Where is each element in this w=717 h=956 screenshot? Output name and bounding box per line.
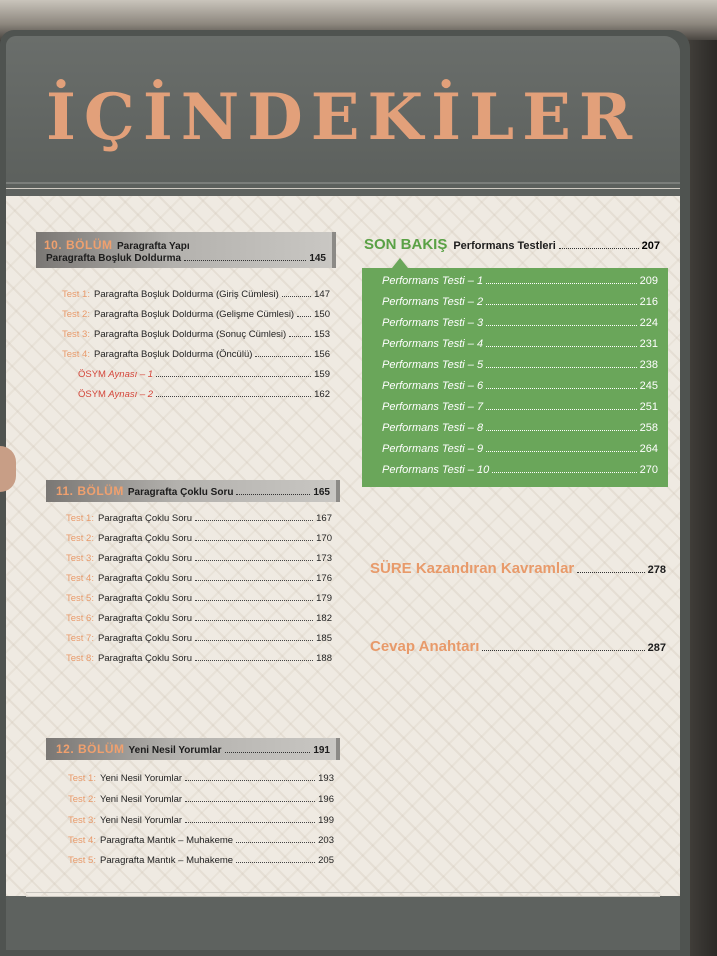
section-10-title-line1: Paragrafta Yapı — [116, 241, 190, 252]
perf-test-row — [382, 380, 658, 392]
entry-page: 170 — [316, 533, 332, 544]
toc-entry — [66, 653, 332, 664]
header-rule-thin — [6, 188, 680, 189]
sure-entry — [370, 560, 666, 577]
entry-text: Paragrafta Çoklu Soru — [98, 633, 192, 644]
cevap-page: 287 — [647, 642, 666, 654]
dot-leader — [486, 444, 637, 452]
entry-page: 205 — [318, 855, 334, 866]
perf-test-row — [382, 338, 658, 350]
perf-test-row — [382, 464, 658, 476]
pointer-triangle — [392, 258, 408, 268]
dot-leader — [185, 774, 315, 781]
toc-entry-osym — [78, 389, 330, 400]
dot-leader — [195, 634, 313, 641]
perf-test-name: Performans Testi – 8 — [382, 422, 484, 434]
entry-text — [78, 369, 153, 380]
section-10-page: 145 — [309, 253, 326, 264]
entry-label: Test 1: — [66, 513, 94, 524]
entry-label: Test 2: — [66, 533, 94, 544]
dot-leader — [492, 465, 636, 473]
dot-leader — [195, 654, 313, 661]
dot-leader — [577, 564, 644, 573]
dot-leader — [297, 310, 311, 317]
dot-leader — [236, 487, 310, 495]
entry-label: Test 3: — [66, 553, 94, 564]
osym-prefix: ÖSYM — [78, 389, 106, 400]
section-10-label: 10. BÖLÜM — [44, 238, 113, 252]
footer-band — [6, 896, 680, 950]
osym-prefix: ÖSYM — [78, 369, 106, 380]
toc-entry — [66, 573, 332, 584]
entry-label: Test 1: — [68, 773, 96, 784]
entry-label: Test 8: — [66, 653, 94, 664]
perf-test-name: Performans Testi – 6 — [382, 380, 484, 392]
toc-entry — [66, 533, 332, 544]
section-11-label: 11. BÖLÜM — [56, 484, 124, 498]
osym-title: Aynası – 1 — [108, 369, 154, 380]
dot-leader — [255, 350, 311, 357]
perf-test-name: Performans Testi – 2 — [382, 296, 484, 308]
entry-label: Test 7: — [66, 633, 94, 644]
perf-test-page: 270 — [639, 464, 658, 476]
section-12-title-row — [56, 742, 330, 756]
perf-test-name: Performans Testi – 9 — [382, 443, 484, 455]
dot-leader — [486, 381, 637, 389]
entry-page: 147 — [314, 289, 330, 300]
entry-text — [78, 389, 153, 400]
dot-leader — [486, 360, 637, 368]
perf-test-page: 238 — [639, 359, 658, 371]
entry-page: 173 — [316, 553, 332, 564]
toc-entry — [68, 815, 334, 826]
toc-entry — [66, 613, 332, 624]
son-bakis-page: 207 — [641, 240, 660, 252]
dot-leader — [185, 816, 315, 823]
entry-page: 179 — [316, 593, 332, 604]
perf-test-row — [382, 443, 658, 455]
dot-leader — [486, 276, 637, 284]
dot-leader — [486, 297, 637, 305]
perf-test-name: Performans Testi – 10 — [382, 464, 490, 476]
entry-text: Paragrafta Boşluk Doldurma (Gelişme Cümlesi) — [94, 309, 295, 320]
son-bakis-title: SON BAKIŞ — [364, 236, 448, 253]
dot-leader — [184, 253, 306, 261]
entry-label: Test 4: — [66, 573, 94, 584]
entry-text: Paragrafta Çoklu Soru — [98, 653, 192, 664]
toc-entry — [68, 835, 334, 846]
entry-page: 167 — [316, 513, 332, 524]
section-11-header — [46, 480, 340, 502]
footer-rule — [26, 892, 660, 893]
dot-leader — [559, 241, 639, 249]
entry-text: Paragrafta Çoklu Soru — [98, 613, 192, 624]
entry-page: 156 — [314, 349, 330, 360]
entry-label: Test 2: — [68, 794, 96, 805]
perf-test-row — [382, 401, 658, 413]
perf-test-page: 245 — [639, 380, 658, 392]
dot-leader — [195, 614, 313, 621]
entry-text: Paragrafta Mantık – Muhakeme — [100, 835, 234, 846]
perf-test-name: Performans Testi – 1 — [382, 275, 484, 287]
dot-leader — [185, 795, 315, 802]
perf-test-row — [382, 275, 658, 287]
toc-entry — [68, 794, 334, 805]
section-12-title: Yeni Nesil Yorumlar — [128, 745, 222, 756]
son-bakis-heading — [364, 236, 660, 253]
dot-leader — [195, 514, 313, 521]
perf-test-page: 264 — [639, 443, 658, 455]
entry-label: Test 3: — [62, 329, 90, 340]
perf-test-page: 216 — [639, 296, 658, 308]
dot-leader — [486, 423, 637, 431]
dot-leader — [482, 642, 644, 651]
entry-page: 153 — [314, 329, 330, 340]
toc-entry-osym — [78, 369, 330, 380]
toc-entry — [66, 593, 332, 604]
section-10-subtitle-row — [46, 253, 326, 264]
toc-entry — [66, 553, 332, 564]
entry-page: 203 — [318, 835, 334, 846]
perf-test-name: Performans Testi – 5 — [382, 359, 484, 371]
entry-text: Paragrafta Çoklu Soru — [98, 513, 192, 524]
toc-entry — [66, 513, 332, 524]
sure-page: 278 — [647, 564, 666, 576]
toc-entry — [62, 329, 330, 340]
sure-title: SÜRE Kazandıran Kavramlar — [370, 560, 575, 577]
dot-leader — [236, 856, 315, 863]
dot-leader — [486, 402, 637, 410]
dot-leader — [195, 554, 313, 561]
entry-text: Paragrafta Boşluk Doldurma (Giriş Cümlesi) — [94, 289, 279, 300]
section-11-page: 165 — [313, 487, 330, 498]
section-12-label: 12. BÖLÜM — [56, 742, 125, 756]
cevap-entry — [370, 638, 666, 655]
perf-test-row — [382, 359, 658, 371]
entry-text: Paragrafta Çoklu Soru — [98, 573, 192, 584]
toc-entry — [62, 289, 330, 300]
section-10-header — [36, 232, 336, 268]
dot-leader — [225, 745, 311, 753]
page-title: İÇİNDEKİLER — [45, 80, 641, 155]
perf-test-name: Performans Testi – 4 — [382, 338, 484, 350]
entry-page: 182 — [316, 613, 332, 624]
osym-title: Aynası – 2 — [108, 389, 154, 400]
entry-text: Paragrafta Boşluk Doldurma (Sonuç Cümlesi) — [94, 329, 287, 340]
toc-entry — [66, 633, 332, 644]
dot-leader — [236, 836, 315, 843]
perf-test-name: Performans Testi – 3 — [382, 317, 484, 329]
entry-label: Test 5: — [66, 593, 94, 604]
footer-rule — [26, 896, 660, 897]
section-11-title: Paragrafta Çoklu Soru — [127, 487, 234, 498]
toc-entry — [68, 855, 334, 866]
cevap-title: Cevap Anahtarı — [370, 638, 480, 655]
entry-label: Test 3: — [68, 815, 96, 826]
entry-page: 199 — [318, 815, 334, 826]
section-11-title-row — [56, 484, 330, 498]
perf-test-page: 258 — [639, 422, 658, 434]
perf-test-page: 209 — [639, 275, 658, 287]
toc-entry — [62, 309, 330, 320]
dot-leader — [156, 390, 311, 397]
entry-text: Paragrafta Çoklu Soru — [98, 553, 192, 564]
entry-label: Test 1: — [62, 289, 90, 300]
perf-test-page: 251 — [639, 401, 658, 413]
entry-label: Test 2: — [62, 309, 90, 320]
dot-leader — [486, 339, 637, 347]
section-10-title-line2: Paragrafta Boşluk Doldurma — [46, 253, 182, 264]
perf-test-page: 224 — [639, 317, 658, 329]
entry-text: Paragrafta Mantık – Muhakeme — [100, 855, 234, 866]
perf-test-row — [382, 296, 658, 308]
entry-label: Test 5: — [68, 855, 96, 866]
entry-page: 176 — [316, 573, 332, 584]
dot-leader — [156, 370, 311, 377]
entry-text: Yeni Nesil Yorumlar — [100, 815, 183, 826]
dot-leader — [282, 290, 311, 297]
entry-page: 196 — [318, 794, 334, 805]
perf-test-row — [382, 317, 658, 329]
section-12-page: 191 — [313, 745, 330, 756]
entry-label: Test 6: — [66, 613, 94, 624]
dot-leader — [486, 318, 637, 326]
entry-page: 193 — [318, 773, 334, 784]
entry-text: Yeni Nesil Yorumlar — [100, 773, 183, 784]
son-bakis-subtitle: Performans Testleri — [453, 240, 556, 252]
section-12-header — [46, 738, 340, 760]
toc-entry — [68, 773, 334, 784]
entry-label: Test 4: — [62, 349, 90, 360]
entry-text: Paragrafta Çoklu Soru — [98, 533, 192, 544]
perf-test-name: Performans Testi – 7 — [382, 401, 484, 413]
entry-page: 185 — [316, 633, 332, 644]
dot-leader — [195, 534, 313, 541]
header-rule — [6, 182, 680, 184]
entry-label: Test 4: — [68, 835, 96, 846]
entry-page: 162 — [314, 389, 330, 400]
entry-text: Paragrafta Çoklu Soru — [98, 593, 192, 604]
entry-page: 159 — [314, 369, 330, 380]
entry-text: Paragrafta Boşluk Doldurma (Öncülü) — [94, 349, 253, 360]
entry-page: 150 — [314, 309, 330, 320]
performance-tests-box — [362, 268, 668, 487]
perf-test-row — [382, 422, 658, 434]
toc-entry — [62, 349, 330, 360]
entry-page: 188 — [316, 653, 332, 664]
dot-leader — [289, 330, 311, 337]
book-page — [6, 36, 680, 950]
dot-leader — [195, 594, 313, 601]
dot-leader — [195, 574, 313, 581]
entry-text: Yeni Nesil Yorumlar — [100, 794, 183, 805]
perf-test-page: 231 — [639, 338, 658, 350]
